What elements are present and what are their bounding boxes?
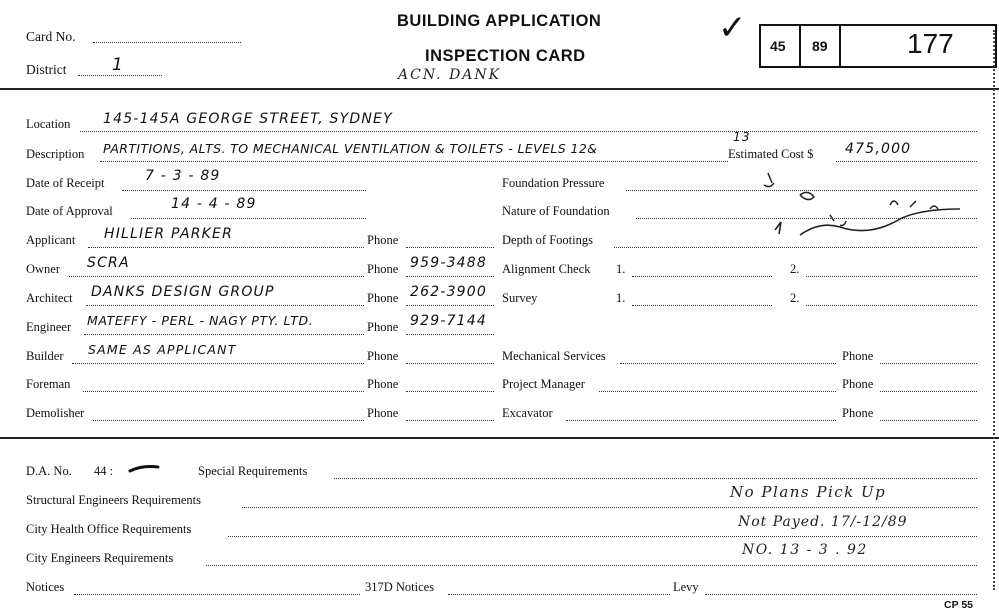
da-no-value: 44 : [94,464,114,478]
card-number-box [759,24,997,68]
form-subtitle: INSPECTION CARD [425,47,586,65]
form-title: BUILDING APPLICATION [397,12,602,30]
date-of-approval-value: 14 - 4 - 89 [171,196,257,212]
builder-field[interactable] [72,362,364,364]
scribble-marks [740,165,980,265]
owner-label: Owner [26,262,61,276]
structural-note: No Plans Pick Up [730,483,887,501]
engineer-field[interactable] [84,333,364,335]
city-health-label: City Health Office Requirements [26,522,192,536]
architect-phone-value: 262-3900 [410,284,488,300]
mechanical-services-field[interactable] [620,362,836,364]
builder-phone-field[interactable] [406,362,494,364]
project-manager-phone-label: Phone [842,377,874,391]
alignment-check-first-label: 1. [616,262,626,276]
mechanical-services-phone-field[interactable] [880,362,977,364]
foundation-pressure-label: Foundation Pressure [502,176,605,190]
date-of-approval-label: Date of Approval [26,204,113,218]
scan-edge [993,30,999,590]
district-value: 1 [112,55,125,75]
card-no-label: Card No. [26,29,76,44]
header-divider [0,88,999,90]
survey-second-label: 2. [790,291,800,305]
excavator-field[interactable] [566,419,836,421]
engineer-phone-field[interactable] [406,333,494,335]
estimated-cost-label: Estimated Cost $ [728,147,814,161]
description-value: PARTITIONS, ALTS. TO MECHANICAL VENTILATION & TOILETS - LEVELS 12& [103,141,598,156]
da-no-label: D.A. No. [26,464,72,478]
date-of-approval-field[interactable] [131,217,366,219]
estimated-cost-field[interactable] [836,160,977,162]
architect-value: DANKS DESIGN GROUP [91,284,275,300]
district-label: District [26,62,67,77]
applicant-label: Applicant [26,233,76,247]
box-year-a: 45 [770,38,786,54]
engineer-phone-label: Phone [367,320,399,334]
survey-label: Survey [502,291,538,305]
depth-of-footings-label: Depth of Footings [502,233,593,247]
notices-field[interactable] [74,593,360,595]
mechanical-services-phone-label: Phone [842,349,874,363]
survey-second-field[interactable] [806,304,977,306]
date-of-receipt-field[interactable] [122,189,366,191]
description-label: Description [26,147,85,161]
foreman-phone-label: Phone [367,377,399,391]
demolisher-phone-field[interactable] [406,419,494,421]
excavator-phone-label: Phone [842,406,874,420]
architect-field[interactable] [86,304,364,306]
description-field[interactable] [100,160,728,162]
architect-phone-label: Phone [367,291,399,305]
applicant-phone-field[interactable] [406,246,494,248]
demolisher-field[interactable] [93,419,364,421]
architect-phone-field[interactable] [406,304,494,306]
date-of-receipt-label: Date of Receipt [26,176,105,190]
notices-317d-field[interactable] [448,593,670,595]
alignment-check-label: Alignment Check [502,262,591,276]
engineer-value: MATEFFY - PERL - NAGY PTY. LTD. [87,313,314,328]
alignment-check-second-field[interactable] [806,275,977,277]
city-engineers-label: City Engineers Requirements [26,551,174,565]
city-health-field[interactable] [228,535,977,537]
engineer-phone-value: 929-7144 [410,313,488,329]
owner-value: SCRA [87,255,130,271]
city-engineers-field[interactable] [206,564,977,566]
excavator-phone-field[interactable] [880,419,977,421]
applicant-value: HILLIER PARKER [104,226,234,242]
applicant-field[interactable] [88,246,364,248]
excavator-label: Excavator [502,406,553,420]
project-manager-label: Project Manager [502,377,585,391]
description-superscript: 13 [733,130,751,144]
builder-phone-label: Phone [367,349,399,363]
levy-label: Levy [673,580,699,594]
owner-phone-value: 959-3488 [410,255,488,271]
health-note: Not Payed. 17/-12/89 [738,514,908,530]
foreman-field[interactable] [83,390,364,392]
handwritten-initials: ACN. DANK [398,67,502,83]
survey-first-field[interactable] [632,304,772,306]
card-no-field[interactable] [93,41,241,43]
location-value: 145-145A GEORGE STREET, SYDNEY [103,111,393,127]
notices-label: Notices [26,580,65,594]
special-requirements-label: Special Requirements [198,464,308,478]
nature-of-foundation-label: Nature of Foundation [502,204,610,218]
owner-phone-label: Phone [367,262,399,276]
notices-317d-label: 317D Notices [365,580,435,594]
card-number: 177 [907,28,954,59]
demolisher-label: Demolisher [26,406,85,420]
engineers-note: NO. 13 - 3 . 92 [742,542,868,558]
location-label: Location [26,117,71,131]
demolisher-phone-label: Phone [367,406,399,420]
project-manager-phone-field[interactable] [880,390,977,392]
builder-value: SAME AS APPLICANT [88,342,237,357]
box-year-b: 89 [812,38,828,54]
owner-phone-field[interactable] [406,275,494,277]
applicant-phone-label: Phone [367,233,399,247]
section-divider [0,437,999,439]
engineer-label: Engineer [26,320,72,334]
foreman-label: Foreman [26,377,71,391]
location-field[interactable] [80,130,977,132]
owner-field[interactable] [69,275,364,277]
structural-engineers-label: Structural Engineers Requirements [26,493,201,507]
levy-field[interactable] [705,593,977,595]
alignment-check-first-field[interactable] [632,275,772,277]
alignment-check-second-label: 2. [790,262,800,276]
form-code: CP 55 [944,599,973,611]
check-mark-icon: ✓ [718,8,747,48]
structural-engineers-field[interactable] [242,506,977,508]
builder-label: Builder [26,349,64,363]
foreman-phone-field[interactable] [406,390,494,392]
date-of-receipt-value: 7 - 3 - 89 [145,168,221,184]
estimated-cost-value: 475,000 [845,141,912,157]
survey-first-label: 1. [616,291,626,305]
special-requirements-field[interactable] [334,477,977,479]
mechanical-services-label: Mechanical Services [502,349,606,363]
architect-label: Architect [26,291,73,305]
da-dash-mark [128,462,162,476]
project-manager-field[interactable] [599,390,836,392]
